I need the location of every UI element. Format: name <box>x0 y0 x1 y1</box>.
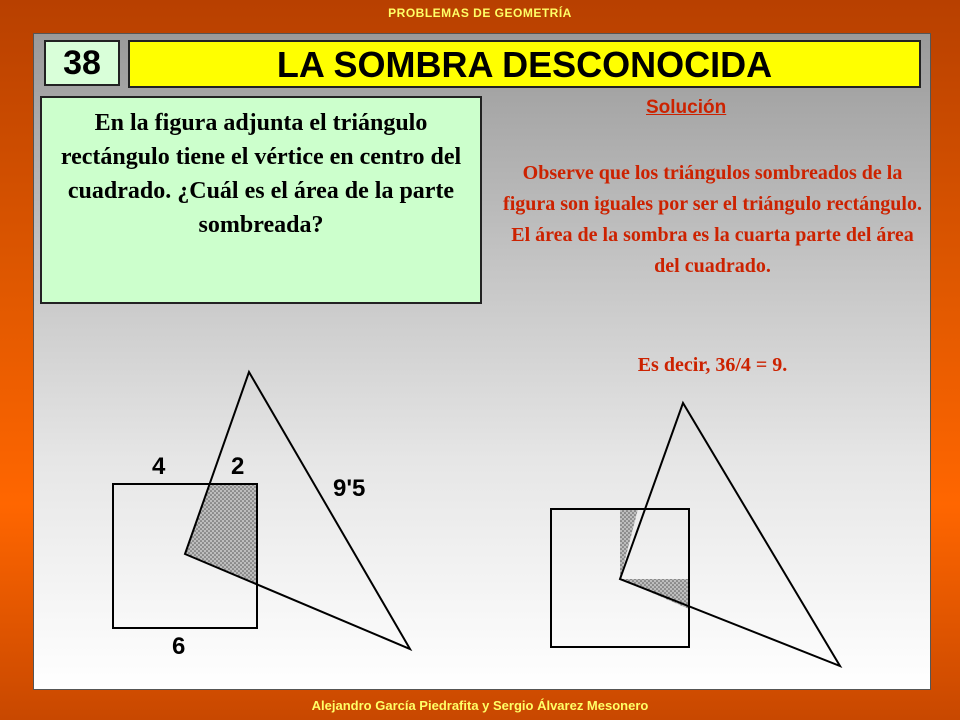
label-6: 6 <box>172 633 186 660</box>
header-title: PROBLEMAS DE GEOMETRÍA <box>388 6 572 20</box>
label-2: 2 <box>231 453 245 480</box>
right-right-triangle <box>620 403 840 666</box>
problem-number: 38 <box>44 40 120 86</box>
solution-result: Es decir, 36/4 = 9. <box>637 354 788 376</box>
problem-title: LA SOMBRA DESCONOCIDA <box>128 40 921 88</box>
problem-statement: En la figura adjunta el triángulo rectángulo tiene el vértice en centro del cuadrado. ¿Cuál es el área de la parte sombreada? <box>40 96 482 304</box>
solution-label: Solución <box>646 97 727 118</box>
label-9-5: 9'5 <box>333 475 366 502</box>
footer-authors: Alejandro García Piedrafita y Sergio Álvarez Mesonero <box>311 698 649 713</box>
right-figure <box>551 403 840 666</box>
left-figure <box>113 372 410 660</box>
solution-text: Observe que los triángulos sombreados de la figura son iguales por ser el triángulo rectángulo. El área de la sombra es la cuarta parte del área del cuadrado. <box>503 162 922 277</box>
label-4: 4 <box>152 453 166 480</box>
